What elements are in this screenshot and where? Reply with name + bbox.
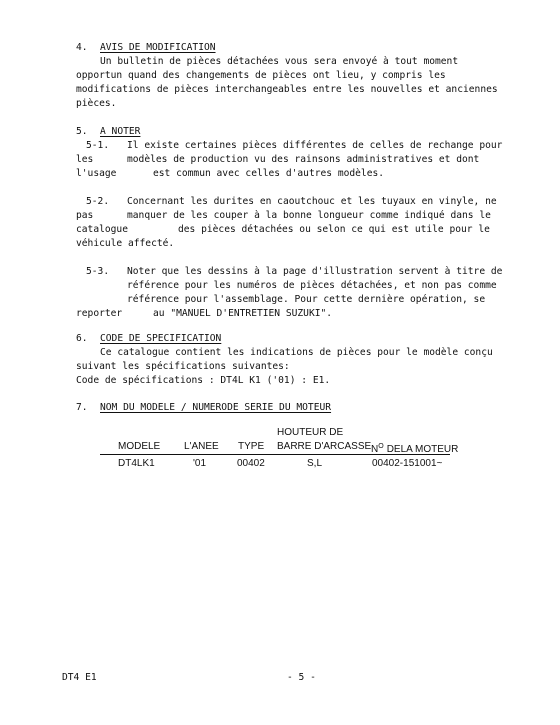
section-7-title: NOM DU MODELE / NUMERODE SERIE DU MOTEUR xyxy=(100,402,332,413)
section-4-line: Un bulletin de pièces détachées vous sera envoyé à tout moment xyxy=(100,56,459,67)
section-7-number: 7. xyxy=(76,402,88,413)
header-numero-letter: N xyxy=(371,444,379,455)
section-6-line: suivant les spécifications suivantes: xyxy=(76,361,290,372)
cell-modele: DT4LK1 xyxy=(118,458,155,469)
section-4-line: pièces. xyxy=(76,98,117,109)
section-6-line: Code de spécifications : DT4L K1 ('01) : E1. xyxy=(76,375,331,386)
note-5-3-line: référence pour l'assemblage. Pour cette dernière opération, se xyxy=(127,294,486,305)
note-5-3-line: référence pour les numéros de pièces détachées, et non pas comme xyxy=(127,280,497,291)
note-5-1-line: est commun avec celles d'autres modèles. xyxy=(153,168,385,179)
cell-type: 00402 xyxy=(237,458,265,469)
note-5-1-lead: l'usage xyxy=(76,168,117,179)
note-5-1-lead: les xyxy=(76,154,94,165)
header-numero-text: DELA MOTEUR xyxy=(386,444,459,455)
note-5-2-line: manquer de les couper à la bonne longueur comme indiqué dans le xyxy=(127,210,491,221)
section-5-title: A NOTER xyxy=(100,126,141,137)
note-5-2-line: Concernant les durites en caoutchouc et les tuyaux en vinyle, ne xyxy=(127,196,497,207)
header-annee: L'ANEE xyxy=(184,441,219,452)
header-top: HOUTEUR DE xyxy=(277,427,344,438)
note-5-2-line: véhicule affecté. xyxy=(76,238,175,249)
note-5-3-lead: reporter xyxy=(76,308,123,319)
header-numero-superscript: O xyxy=(378,443,384,450)
cell-annee: '01 xyxy=(193,458,207,469)
note-5-3-line: au "MANUEL D'ENTRETIEN SUZUKI". xyxy=(153,308,333,319)
note-5-2-lead: pas xyxy=(76,210,94,221)
note-5-3-line: Noter que les dessins à la page d'illustration servent à titre de xyxy=(127,266,503,277)
cell-serial: 00402-151001~ xyxy=(372,458,443,469)
section-4-line: opportun quand des changements de pièces ont lieu, y compris les xyxy=(76,70,446,81)
section-4-line: modifications de pièces interchangeables entre les nouvelles et anciennes xyxy=(76,84,498,95)
note-5-1-line: modèles de production vu des rainsons administratives et dont xyxy=(127,154,480,165)
section-4-number: 4. xyxy=(76,42,88,53)
note-5-1-number: 5-1. xyxy=(86,140,110,151)
note-5-2-line: des pièces détachées ou selon ce qui est utile pour le xyxy=(178,224,490,235)
section-4-title: AVIS DE MODIFICATION xyxy=(100,42,216,53)
section-6-line: Ce catalogue contient les indications de pièces pour le modèle conçu xyxy=(100,347,493,358)
note-5-2-number: 5-2. xyxy=(86,196,110,207)
page-number: - 5 - xyxy=(287,672,316,683)
section-6-title: CODE DE SPECIFICATION xyxy=(100,333,222,344)
header-modele: MODELE xyxy=(118,441,161,452)
header-type: TYPE xyxy=(238,441,265,452)
header-underline xyxy=(100,454,450,455)
footer-code: DT4 E1 xyxy=(62,672,97,683)
header-barre: BARRE D'ARCASSE xyxy=(277,441,372,452)
section-5-number: 5. xyxy=(76,126,88,137)
cell-barre: S,L xyxy=(307,458,323,469)
note-5-3-number: 5-3. xyxy=(86,266,110,277)
section-6-number: 6. xyxy=(76,333,88,344)
note-5-2-lead: catalogue xyxy=(76,224,128,235)
note-5-1-line: Il existe certaines pièces différentes de celles de rechange pour xyxy=(127,140,503,151)
